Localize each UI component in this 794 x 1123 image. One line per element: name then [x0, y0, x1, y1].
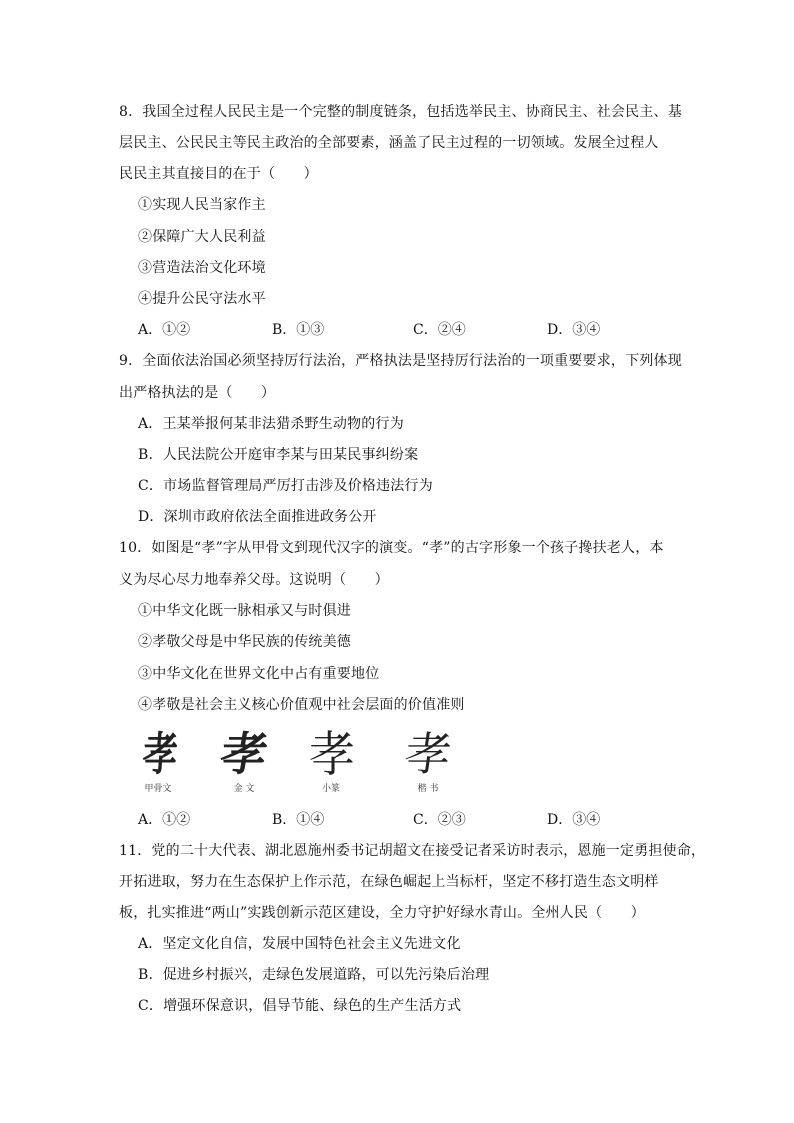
q8-stem-line-3: 民民主其直接目的在于（ ） [119, 166, 318, 182]
q10-item-2: ②孝敬父母是中华民族的传统美德 [138, 634, 351, 650]
q8-item-2: ②保障广大人民利益 [138, 229, 266, 245]
q8-item-4: ④提升公民守法水平 [138, 291, 266, 307]
q11-stem-line-3: 板，扎实推进“两山”实践创新示范区建设，全力守护好绿水青山。全州人民（ ） [119, 905, 645, 921]
q8-option-a[interactable]: A．①② [138, 322, 191, 338]
glyph-bronze-caption: 金 文 [233, 784, 255, 794]
glyph-small-seal [306, 726, 356, 796]
q11-stem-line-2: 开拓进取，努力在生态保护上作示范，在绿色崛起上当标杆，坚定不移打造生态文明样 [119, 874, 659, 890]
q9-option-a[interactable]: A．王某举报何某非法猎杀野生动物的行为 [138, 416, 404, 432]
q9-option-b[interactable]: B．人民法院公开庭审李某与田某民事纠纷案 [138, 447, 419, 463]
q8-option-d[interactable]: D．③④ [547, 322, 601, 338]
glyph-regular-script-caption: 楷 书 [417, 784, 439, 794]
q10-option-a[interactable]: A．①② [138, 812, 191, 828]
xiao-evolution-figure [138, 726, 468, 802]
q11-stem-line-1: 11．党的二十大代表、湖北恩施州委书记胡超文在接受记者采访时表示，恩施一定勇担使命， [119, 843, 706, 859]
q10-stem-line-2: 义为尽心尽力地奉养父母。这说明（ ） [119, 572, 389, 588]
glyph-small-seal-caption: 小篆 [321, 784, 340, 794]
glyph-regular-script-char: 孝 [401, 727, 455, 781]
q9-stem-line-2: 出严格执法的是（ ） [119, 385, 276, 401]
q9-option-d[interactable]: D．深圳市政府依法全面推进政务公开 [138, 509, 377, 525]
glyph-regular-script [398, 726, 458, 796]
q11-option-c[interactable]: C．增强环保意识，倡导节能、绿色的生产生活方式 [138, 998, 462, 1014]
q8-item-3: ③营造法治文化环境 [138, 260, 266, 276]
q10-item-1: ①中华文化既一脉相承又与时俱进 [138, 603, 351, 619]
q10-option-d[interactable]: D．③④ [547, 812, 601, 828]
q9-option-c[interactable]: C．市场监督管理局严厉打击涉及价格违法行为 [138, 478, 433, 494]
q10-option-c[interactable]: C．②③ [413, 812, 466, 828]
q9-stem-line-1: 9．全面依法治国必须坚持厉行法治，严格执法是坚持厉行法治的一项重要要求，下列体现 [119, 353, 682, 369]
glyph-oracle-bone [138, 726, 178, 796]
q8-option-c[interactable]: C．②④ [413, 322, 466, 338]
q8-stem-line-2: 层民主、公民民主等民主政治的全部要素，涵盖了民主过程的一切领域。发展全过程人 [119, 135, 659, 151]
glyph-small-seal-char: 孝 [309, 725, 353, 783]
q8-stem-line-1: 8．我国全过程人民民主是一个完整的制度链条，包括选举民主、协商民主、社会民主、基 [119, 104, 682, 120]
q10-item-3: ③中华文化在世界文化中占有重要地位 [138, 666, 380, 682]
q10-stem-line-1: 10．如图是“孝”字从甲骨文到现代汉字的演变。“孝”的古字形象一个孩子搀扶老人，本 [119, 540, 664, 556]
glyph-oracle-bone-char: 孝 [140, 727, 180, 781]
q8-item-1: ①实现人民当家作主 [138, 197, 266, 213]
glyph-bronze-char: 孝 [216, 727, 272, 781]
q11-option-b[interactable]: B．促进乡村振兴，走绿色发展道路，可以先污染后治理 [138, 967, 490, 983]
q10-option-b[interactable]: B．①④ [272, 812, 325, 828]
q11-option-a[interactable]: A．坚定文化自信，发展中国特色社会主义先进文化 [138, 936, 461, 952]
q8-option-b[interactable]: B．①③ [272, 322, 325, 338]
glyph-bronze [216, 726, 272, 796]
q10-item-4: ④孝敬是社会主义核心价值观中社会层面的价值准则 [138, 697, 465, 713]
glyph-oracle-bone-caption: 甲骨文 [144, 784, 172, 794]
